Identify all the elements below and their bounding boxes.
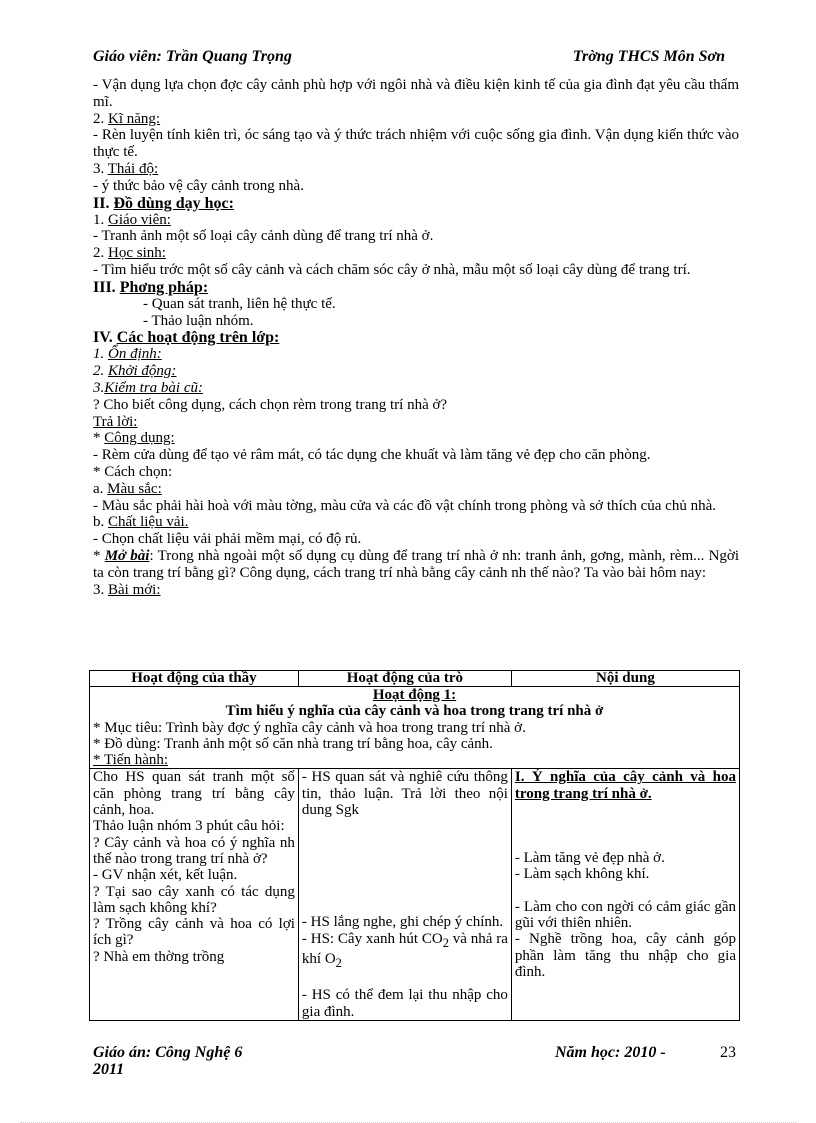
section-3-number: III. (93, 278, 120, 296)
content-point-air: - Làm sạch không khí. (514, 866, 650, 883)
stabilize-heading (93, 346, 739, 363)
intro-label: Mở bài (104, 547, 150, 564)
student-answer-air-text: - HS: Cây xanh hút CO (301, 930, 443, 947)
review-number: 3. (93, 379, 105, 396)
warmup-heading (93, 363, 739, 380)
new-lesson-number: 3. (93, 581, 108, 598)
student-prep-number: 2. (93, 245, 108, 262)
material-number: b. (93, 514, 108, 531)
section-3-title: Phơng pháp: (119, 278, 209, 296)
new-lesson-heading (93, 582, 739, 599)
teacher-prep-heading (93, 212, 739, 229)
teacher-name: Giáo viên: Trần Quang Trọng (93, 48, 292, 65)
stabilize-label: Ổn định: (108, 346, 162, 363)
stabilize-number: 1. (93, 346, 108, 363)
activity-intro-row (90, 687, 740, 769)
activity-process: * Tiến hành: (93, 752, 169, 769)
content-point-income: - Nghề trồng hoa, cây cảnh góp phần làm tăng thu nhập cho gia đình. (514, 931, 736, 980)
student-step-notes: - HS lắng nghe, ghi chép ý chính. (301, 914, 504, 931)
material-heading (93, 514, 739, 531)
activity-title: Tìm hiểu ý nghĩa của cây cảnh và hoa trong trang trí nhà ở (225, 703, 604, 720)
section-2-number: II. (93, 194, 114, 212)
section-4-number: IV. (93, 329, 117, 347)
student-step-observe: - HS quan sát và nghiê cứu thông tin, thảo luận. Trả lời theo nội dung Sgk (301, 769, 508, 819)
choose-heading: * Cách chọn: (93, 463, 173, 480)
objective-line: - Vận dụng lựa chọn đợc cây cảnh phù hợp với ngôi nhà và điều kiện kinh tế của gia đình đạt yêu cầu thẩm mĩ. (93, 77, 739, 110)
section-4-title: Các hoạt động trên lớp: (116, 329, 280, 347)
review-heading (93, 380, 739, 397)
warmup-number: 2. (93, 363, 108, 380)
page-number: 23 (720, 1044, 736, 1061)
content-point-beauty: - Làm tăng vẻ đẹp nhà ở. (514, 850, 665, 867)
color-text: - Màu sắc phải hài hoà với màu tờng, màu cửa và các đồ vật chính trong phòng và sở thích của chủ nhà. (93, 497, 716, 514)
spacer (302, 834, 508, 850)
attitude-text: - ý thức bảo vệ cây cảnh trong nhà. (93, 177, 304, 194)
activity-goal: * Mục tiêu: Trình bày đợc ý nghĩa cây cảnh và hoa trong trang trí nhà ở. (93, 719, 526, 736)
warmup-label: Khởi động: (108, 363, 177, 380)
material-label: Chất liệu vải. (108, 514, 189, 531)
new-lesson-label: Bài mới: (108, 581, 161, 598)
section-2-title: Đồ dùng dạy học: (113, 194, 234, 212)
attitude-heading (93, 161, 739, 178)
page-header (93, 48, 739, 68)
usage-heading (93, 430, 739, 447)
skills-heading (93, 111, 739, 128)
spacer (515, 802, 736, 818)
intro-text: : Trong nhà ngoài một số dụng cụ dùng để trang trí nhà ở nh: tranh ảnh, gơng, mành, rèm... Ngời ta còn trang trí bằng gì? Công dụng, cách trang trí nhà bằng cây cảnh nh thế nào? Ta vào bài hôm nay: (93, 547, 739, 581)
intro-paragraph (93, 548, 739, 582)
spacer (515, 818, 736, 834)
color-number: a. (93, 480, 108, 497)
activity-intro-cell (90, 687, 740, 769)
section-3-heading (93, 279, 739, 296)
teacher-question-meaning: ? Cây cảnh và hoa có ý nghĩa nh thế nào trong trang trí nhà ở? (93, 834, 295, 867)
color-heading (93, 481, 739, 498)
skills-text: - Rèn luyện tính kiên trì, óc sáng tạo và ý thức trách nhiệm với cuộc sống gia đình. Vận dụng kiến thức vào thực tế. (93, 127, 739, 161)
activity-number: Hoạt động 1: (372, 687, 457, 703)
attitude-label: Thái độ: (107, 160, 159, 177)
co2-subscript: 2 (442, 935, 449, 950)
student-answer-income: - HS có thể đem lại thu nhập cho gia đình. (301, 987, 508, 1020)
spacer (515, 834, 736, 850)
answer-label: Trả lời: (93, 413, 138, 430)
spacer (302, 866, 508, 882)
teacher-step-observe: Cho HS quan sát tranh một số căn phòng trang trí bằng cây cảnh, hoa. (93, 769, 295, 819)
teacher-activity-cell (90, 769, 299, 1020)
student-prep-heading (93, 245, 739, 262)
teacher-question-benefit: ? Trồng cây cảnh và hoa có lợi ích gì? (93, 916, 295, 949)
activity-tools: * Đồ dùng: Tranh ảnh một số căn nhà trang trí bằng hoa, cây cảnh. (93, 735, 493, 752)
method-1: - Quan sát tranh, liên hệ thực tế. (143, 295, 336, 312)
student-activity-cell (298, 769, 511, 1020)
section-2-heading (93, 195, 739, 212)
usage-label: Công dụng: (104, 430, 175, 447)
usage-star: * (93, 430, 105, 447)
teacher-step-discuss: Thảo luận nhóm 3 phút câu hỏi: (93, 818, 285, 835)
header-teacher: Hoạt động của thầy (90, 671, 299, 687)
o2-subscript: 2 (335, 955, 342, 970)
page-footer (93, 1044, 739, 1078)
material-text: - Chọn chất liệu vải phải mềm mại, có độ rủ. (93, 531, 362, 548)
skills-number: 2. (93, 110, 108, 127)
review-label: Kiểm tra bài cũ: (104, 379, 203, 396)
teacher-prep-number: 1. (93, 211, 108, 228)
activity-table (89, 670, 740, 1021)
table-row (90, 769, 740, 1020)
review-question: ? Cho biết công dụng, cách chọn rèm trong trang trí nhà ở? (93, 396, 448, 413)
intro-star: * (93, 547, 105, 564)
spacer (302, 971, 508, 987)
table-header-row (90, 671, 740, 687)
school-name: Trờng THCS Môn Sơn (572, 48, 725, 65)
spacer (302, 818, 508, 834)
school-year-end: 2011 (93, 1061, 125, 1078)
header-student: Hoạt động của trò (298, 671, 511, 687)
spacer (302, 882, 508, 898)
skills-label: Kĩ năng: (108, 110, 161, 127)
header-content: Nội dung (511, 671, 739, 687)
teacher-prep-label: Giáo viên: (108, 211, 171, 228)
spacer (302, 898, 508, 914)
teacher-step-conclude: - GV nhận xét, kết luận. (93, 867, 238, 884)
school-year: Năm học: 2010 - (555, 1044, 666, 1061)
lesson-body (93, 77, 739, 598)
method-2: - Thảo luận nhóm. (143, 312, 254, 329)
content-cell (511, 769, 739, 1020)
spacer (302, 850, 508, 866)
student-answer-air-text-2: và nhả ra khí O (301, 930, 508, 967)
student-answer-air (302, 931, 508, 972)
color-label: Màu sắc: (107, 480, 162, 497)
content-point-nature: - Làm cho con ngời có cảm giác gần gũi với thiên nhiên. (514, 898, 736, 931)
student-prep-label: Học sinh: (108, 245, 166, 262)
student-prep-text: - Tìm hiểu trớc một số cây cảnh và cách chăm sóc cây ở nhà, mẫu một số loại cây dùng để trang trí. (93, 261, 691, 278)
usage-text: - Rèm cửa dùng để tạo vẻ râm mát, có tác dụng che khuất và làm tăng vẻ đẹp cho căn phòng. (93, 447, 651, 464)
content-title: I. Ý nghĩa của cây cảnh và hoa trong trang trí nhà ở. (514, 769, 736, 802)
section-4-heading (93, 329, 739, 346)
spacer (515, 883, 736, 899)
lesson-plan-title: Giáo án: Công Nghệ 6 (93, 1044, 243, 1061)
teacher-prep-text: - Tranh ảnh một số loại cây cảnh dùng để trang trí nhà ở. (93, 228, 434, 245)
teacher-question-home: ? Nhà em thờng trồng (93, 948, 225, 965)
attitude-number: 3. (93, 160, 108, 177)
teacher-question-air: ? Tại sao cây xanh có tác dụng làm sạch không khí? (93, 883, 295, 916)
